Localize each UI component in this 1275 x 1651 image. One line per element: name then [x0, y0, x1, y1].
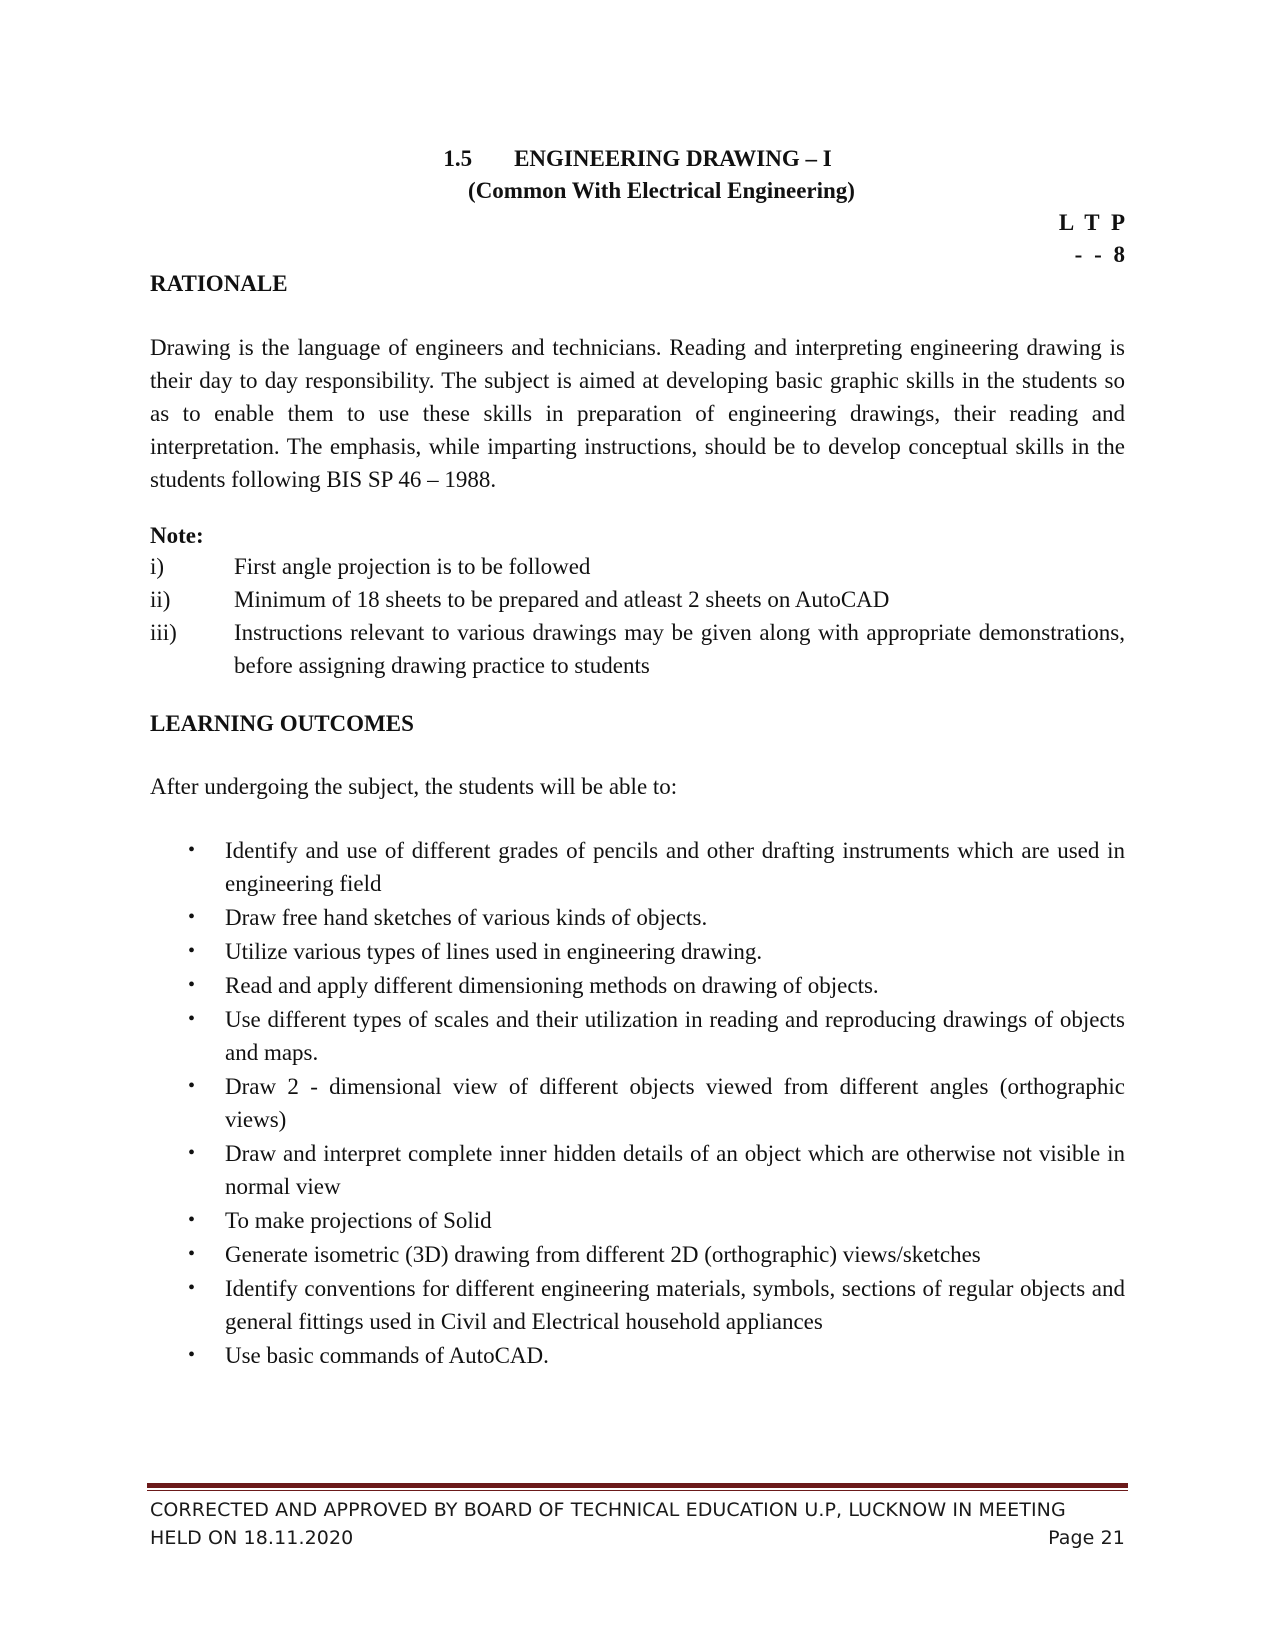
subject-title: [0, 143, 1275, 175]
outcome-text: Generate isometric (3D) drawing from different 2D (orthographic) views/sketches: [225, 1242, 981, 1267]
note-item: [150, 550, 1125, 583]
ltp-values: - - 8: [1074, 242, 1125, 267]
outcome-text: Identify and use of different grades of pencils and other drafting instruments which are used in engineering field: [225, 838, 1125, 896]
bullet-icon: •: [188, 940, 196, 962]
outcome-item: [150, 1339, 1125, 1372]
footer-rule: [147, 1483, 1128, 1488]
note-text: First angle projection is to be followed: [234, 554, 591, 579]
outcome-text: Draw free hand sketches of various kinds of objects.: [225, 905, 708, 930]
outcome-item: [150, 969, 1125, 1002]
outcome-text: Identify conventions for different engineering materials, symbols, sections of regular objects and general fittings used in Civil and Electrical household appliances: [225, 1276, 1125, 1334]
ltp-labels: L T P: [1058, 210, 1125, 235]
note-marker: ii): [150, 587, 171, 612]
outcome-item: [150, 1003, 1125, 1069]
note-list: [150, 550, 1125, 682]
bullet-icon: •: [188, 1277, 196, 1299]
bullet-icon: •: [188, 1209, 196, 1231]
note-item: [150, 616, 1125, 682]
note-text: Minimum of 18 sheets to be prepared and atleast 2 sheets on AutoCAD: [234, 587, 890, 612]
footer-line-1: CORRECTED AND APPROVED BY BOARD OF TECHNICAL EDUCATION U.P, LUCKNOW IN MEETING: [150, 1499, 1066, 1521]
bullet-icon: •: [188, 906, 196, 928]
note-item: [150, 583, 1125, 616]
subject-number: 1.5: [443, 146, 473, 171]
outcome-text: Utilize various types of lines used in engineering drawing.: [225, 939, 763, 964]
outcome-text: Read and apply different dimensioning methods on drawing of objects.: [225, 973, 879, 998]
note-marker: iii): [150, 620, 177, 645]
learning-outcomes-list: [150, 834, 1125, 1373]
outcome-item: [150, 1238, 1125, 1271]
bullet-icon: •: [188, 1344, 196, 1366]
outcome-item: [150, 935, 1125, 968]
note-text: Instructions relevant to various drawings may be given along with appropriate demonstrations, before assigning drawing practice to students: [234, 620, 1125, 678]
subject-subtitle: (Common With Electrical Engineering): [468, 178, 855, 203]
outcome-item: [150, 834, 1125, 900]
bullet-icon: •: [188, 1142, 196, 1164]
note-heading: Note:: [150, 523, 204, 548]
page-number: Page 21: [1048, 1527, 1125, 1549]
rationale-heading: RATIONALE: [150, 271, 288, 296]
outcome-text: Draw and interpret complete inner hidden details of an object which are otherwise not visible in normal view: [225, 1141, 1125, 1199]
outcome-item: [150, 1204, 1125, 1237]
outcome-text: Use different types of scales and their utilization in reading and reproducing drawings of objects and maps.: [225, 1007, 1125, 1065]
outcome-item: [150, 901, 1125, 934]
rationale-text: Drawing is the language of engineers and technicians. Reading and interpreting engineering drawing is their day to day responsibility. The subject is aimed at developing basic graphic skills in the students so as to enable them to use these skills in preparation of engineering drawings, their reading and interpretation. The emphasis, while imparting instructions, should be to develop conceptual skills in the students following BIS SP 46 – 1988.: [150, 335, 1125, 492]
outcome-text: To make projections of Solid: [225, 1208, 492, 1233]
learning-outcomes-intro: After undergoing the subject, the students will be able to:: [150, 774, 678, 799]
footer-rule-thin: [147, 1490, 1128, 1491]
learning-outcomes-heading: LEARNING OUTCOMES: [150, 711, 414, 736]
subject-name: ENGINEERING DRAWING – I: [514, 146, 832, 171]
outcome-item: [150, 1272, 1125, 1338]
footer-meeting-date: HELD ON 18.11.2020: [150, 1527, 354, 1549]
footer-line-2: [150, 1525, 1125, 1552]
outcome-item: [150, 1137, 1125, 1203]
outcome-text: Use basic commands of AutoCAD.: [225, 1343, 549, 1368]
bullet-icon: •: [188, 1243, 196, 1265]
note-marker: i): [150, 554, 165, 579]
bullet-icon: •: [188, 974, 196, 996]
bullet-icon: •: [188, 1075, 196, 1097]
bullet-icon: •: [188, 1008, 196, 1030]
outcome-item: [150, 1070, 1125, 1136]
outcome-text: Draw 2 - dimensional view of different objects viewed from different angles (orthographic views): [225, 1074, 1125, 1132]
bullet-icon: •: [188, 839, 196, 861]
